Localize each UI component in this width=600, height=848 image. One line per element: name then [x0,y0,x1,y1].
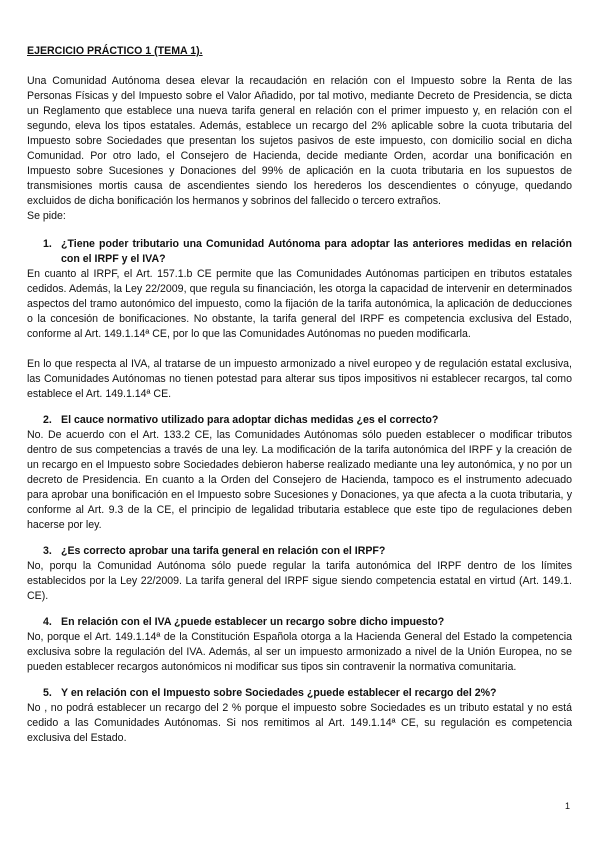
question-heading [27,237,572,267]
question-text: En relación con el IVA ¿puede establecer un recargo sobre dicho impuesto? [61,616,445,628]
answer-paragraph: En cuanto al IRPF, el Art. 157.1.b CE permite que las Comunidades Autónomas participen en tributos estatales cedidos. Además, la Ley 22/2009, que regula su financiación, les otorga la capacidad de intervenir en determinados aspectos del tramo autonómico del impuesto, como la fijación de la tarifa autonómica, la aplicación de deducciones o la concesión de bonificaciones. No obstante, la tarifa general del IRPF es competencia exclusiva del Estado, conforme al Art. 149.1.14ª CE, por lo que las Comunidades Autónomas no pueden modificarla. [27,268,572,340]
question-number: 4. [43,616,52,628]
question-heading [27,615,572,630]
answer-paragraph: No, porqu la Comunidad Autónoma sólo puede regular la tarifa autonómica del IRPF dentro de los límites establecidos por la Ley 22/2009. La tarifa general del IRPF sigue siendo competencia estatal en virtud (Art. 149.1. CE). [27,560,572,602]
question-block-4 [27,615,572,675]
question-text: ¿Tiene poder tributario una Comunidad Autónoma para adoptar las anteriores medidas en relación con el IRPF y el IVA? [61,238,572,265]
answer-paragraph: No. De acuerdo con el Art. 133.2 CE, las Comunidades Autónomas sólo pueden establecer o modificar tributos dentro de sus competencias a través de una ley. La modificación de la tarifa autonómica del IRPF y la creación de un recargo en el Impuesto sobre Sociedades debieron haberse realizado mediante una ley autonómica, y no por un decreto de Presidencia. En cuanto a la Orden del Consejero de Hacienda, tampoco es el instrumento adecuado para aprobar una bonificación en el Impuesto sobre Sucesiones y Donaciones, ya que afecta a la cuota tributaria, y conforme al Art. 9.3 de la CE, el principio de legalidad tributaria establece que este tipo de regulaciones deben hacerse por ley. [27,429,572,531]
question-number: 1. [43,238,52,250]
document-page [27,44,572,757]
question-block-5 [27,686,572,746]
document-title: EJERCICIO PRÁCTICO 1 (TEMA 1). [27,45,203,57]
question-heading [27,686,572,701]
question-number: 5. [43,687,52,699]
question-heading [27,544,572,559]
question-block-2 [27,413,572,533]
question-text: El cauce normativo utilizado para adoptar dichas medidas ¿es el correcto? [61,414,439,426]
question-text: Y en relación con el Impuesto sobre Sociedades ¿puede establecer el recargo del 2%? [61,687,497,699]
answer-paragraph: No , no podrá establecer un recargo del 2 % porque el impuesto sobre Sociedades es un tributo estatal y no está cedido a las Comunidades Autónomas. Si nos remitimos al Art. 149.1.14ª CE, su regulación es competencia exclusiva del Estado. [27,702,572,744]
question-number: 3. [43,545,52,557]
answer-paragraph: No, porque el Art. 149.1.14ª de la Constitución Española otorga a la Hacienda General del Estado la competencia exclusiva sobre la regulación del IVA. Además, al ser un impuesto armonizado a nivel de la Unión Europea, no se pueden establecer recargos autonómicos ni modificar sus tipos sin contravenir la normativa comunitaria. [27,631,572,673]
question-block-3 [27,544,572,604]
answer-paragraph: En lo que respecta al IVA, al tratarse de un impuesto armonizado a nivel europeo y de regulación estatal exclusiva, las Comunidades Autónomas no tienen potestad para alterar sus tipos impositivos ni establecer recargos, tal como establece el Art. 149.1.14ª CE. [27,358,572,400]
page-number: 1 [564,801,570,811]
question-text: ¿Es correcto aprobar una tarifa general en relación con el IRPF? [61,545,386,557]
question-number: 2. [43,414,52,426]
exercise-statement: Una Comunidad Autónoma desea elevar la recaudación en relación con el Impuesto sobre la Renta de las Personas Físicas y del Impuesto sobre el Valor Añadido, por tal motivo, mediante Decreto de Presidencia, se dicta un Reglamento que establece una nueva tarifa general en relación con el primer impuesto y, en relación con el segundo, eleva los tipos estatales. Además, establece un recargo del 2% aplicable sobre la cuota tributaria del Impuesto sobre Sociedades que presentan los sujetos pasivos de este impuesto, con domicilio social en dicha Comunidad. Por otro lado, el Consejero de Hacienda, decide mediante Orden, acordar una bonificación en Impuesto sobre Sucesiones y Donaciones del 99% de aplicación en la cuota tributaria en los supuestos de transmisiones mortis causa de ascendientes siendo los herederos los descendientes o cónyuge, quedando excluidos de dicha bonificación los hermanos y sobrinos del fallecido o tercero extraños. [27,75,572,207]
question-heading [27,413,572,428]
ask-label: Se pide: [27,210,66,222]
question-block-1 [27,237,572,402]
